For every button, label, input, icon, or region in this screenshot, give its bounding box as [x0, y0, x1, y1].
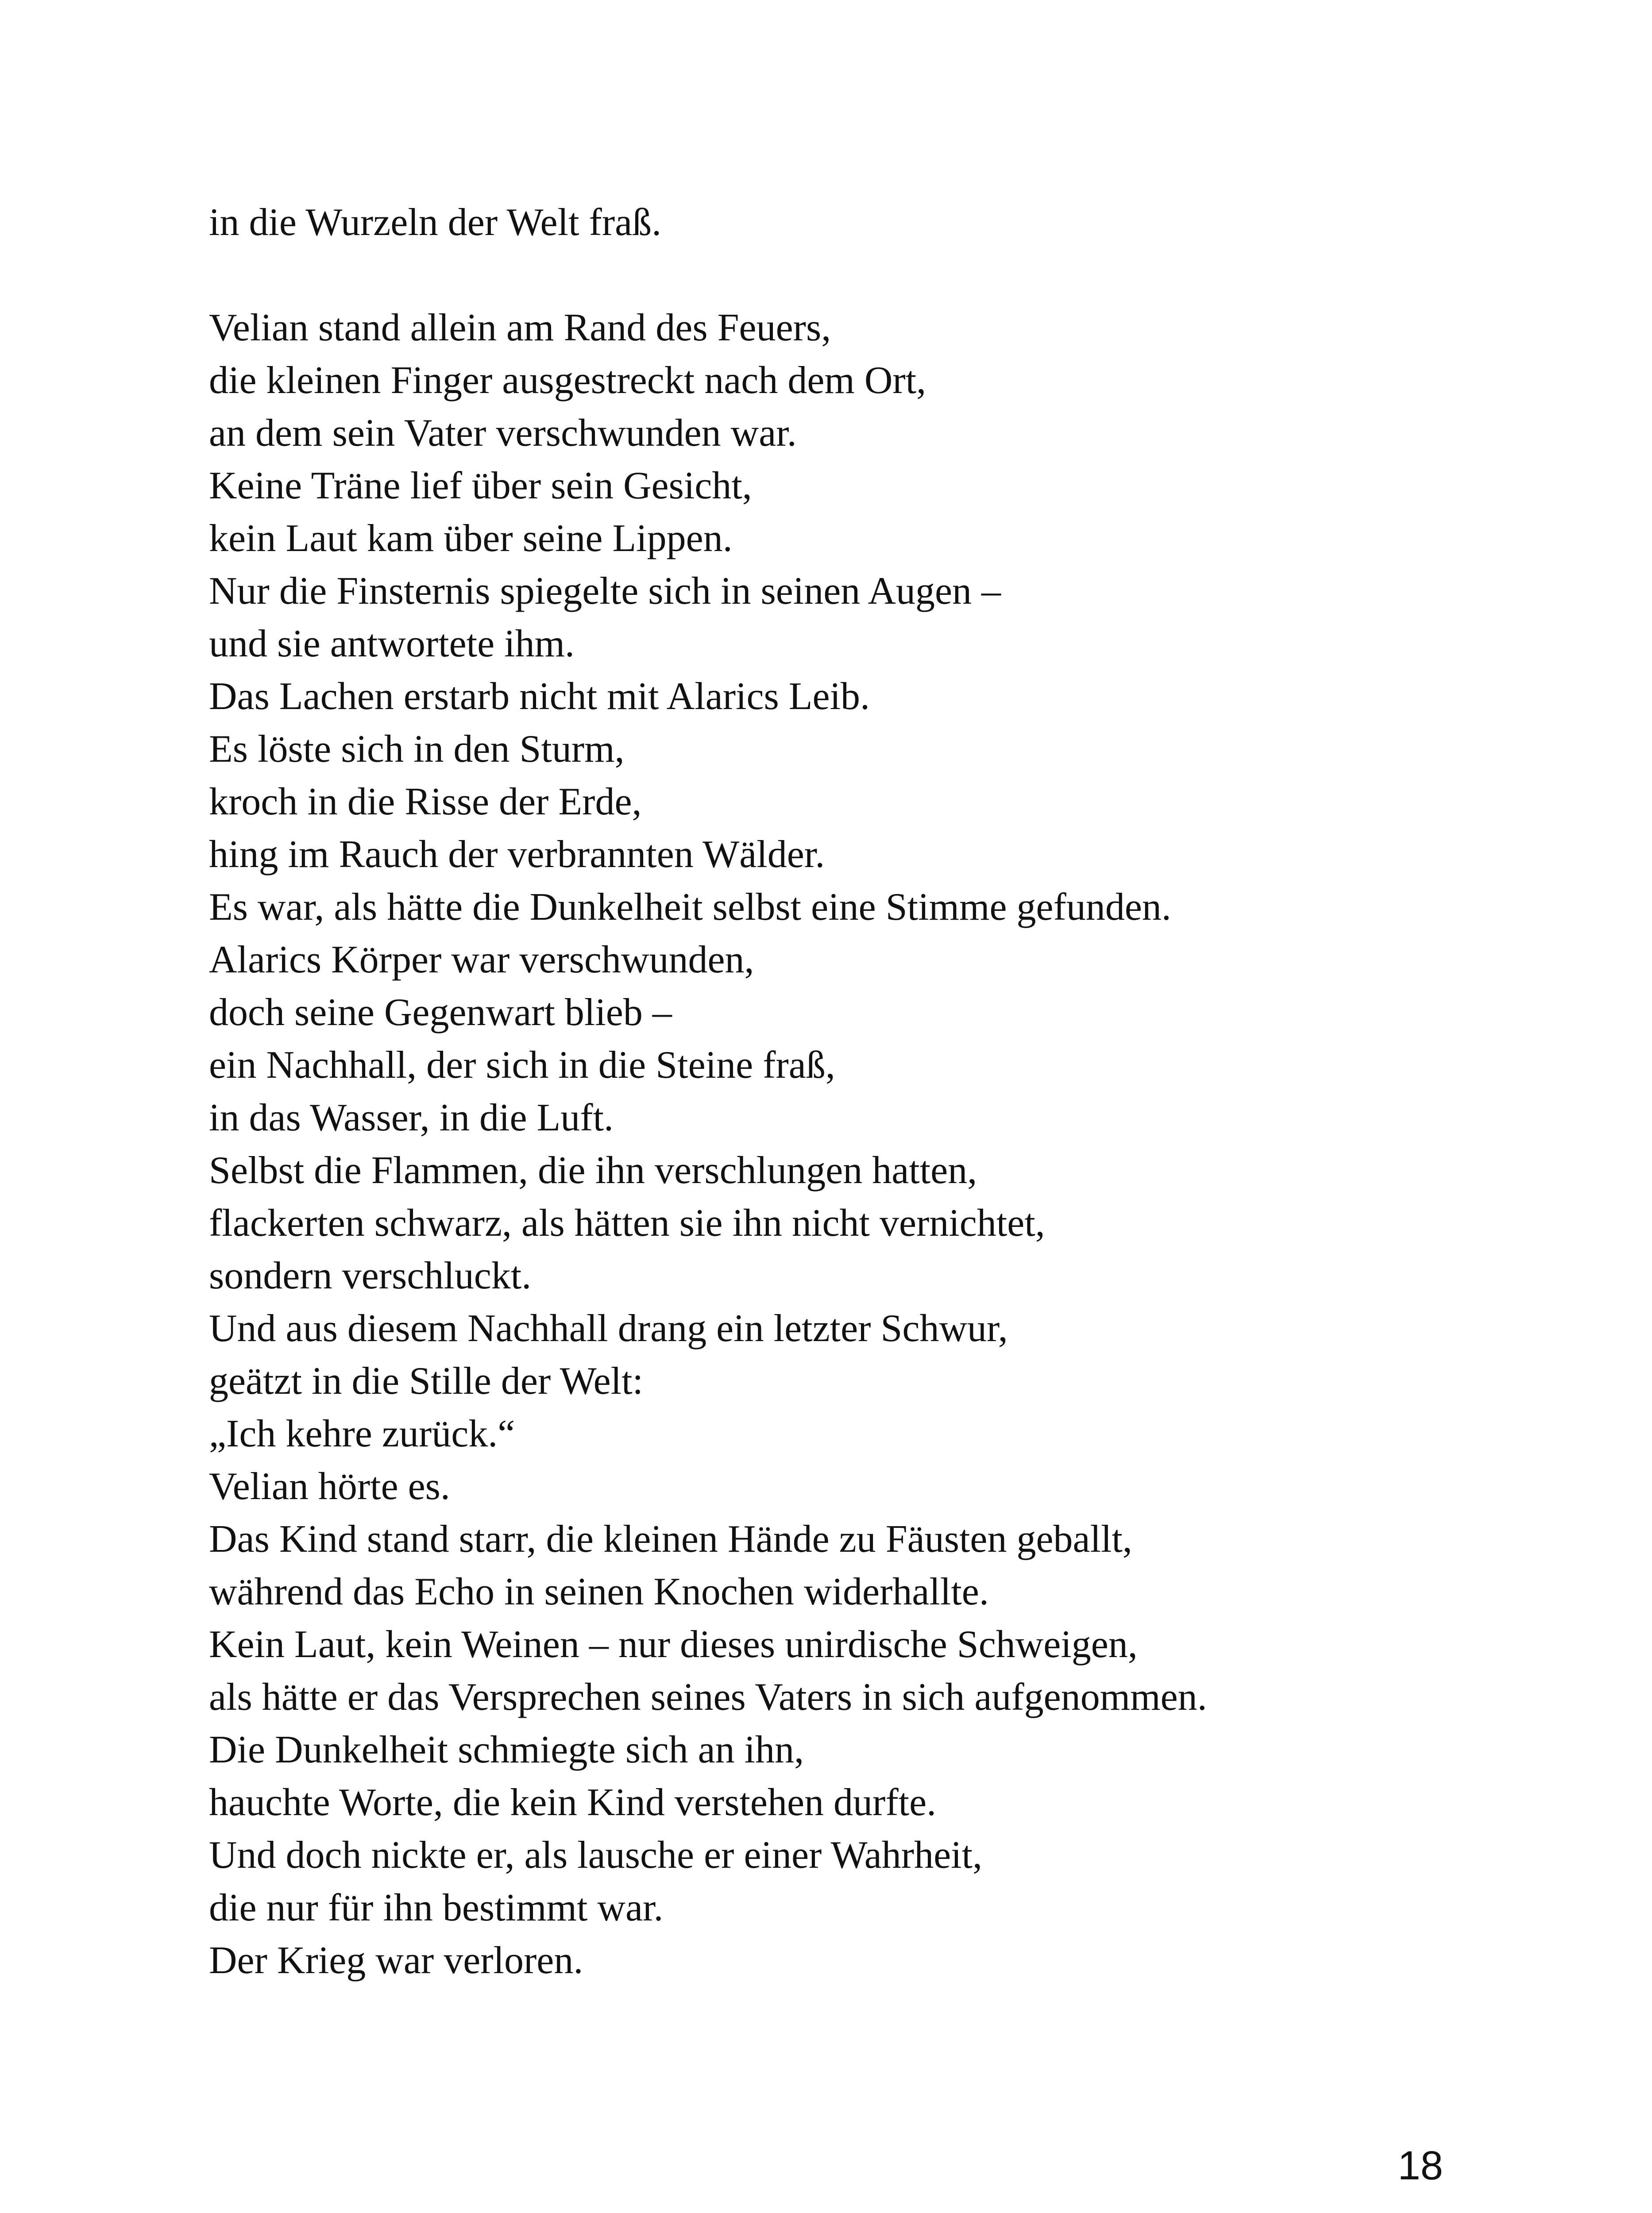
- text-line: Velian stand allein am Rand des Feuers,: [209, 306, 831, 349]
- text-line: während das Echo in seinen Knochen widerhallte.: [209, 1570, 989, 1613]
- text-line: „Ich kehre zurück.“: [209, 1412, 515, 1455]
- text-line: in das Wasser, in die Luft.: [209, 1096, 614, 1139]
- text-line: Die Dunkelheit schmiegte sich an ihn,: [209, 1728, 804, 1771]
- text-line: geätzt in die Stille der Welt:: [209, 1360, 644, 1403]
- text-line: Keine Träne lief über sein Gesicht,: [209, 464, 752, 507]
- text-line: doch seine Gegenwart blieb –: [209, 991, 672, 1034]
- text-line: an dem sein Vater verschwunden war.: [209, 412, 797, 455]
- text-line: Und aus diesem Nachhall drang ein letzter Schwur,: [209, 1307, 1008, 1350]
- text-line: Velian hörte es.: [209, 1465, 450, 1508]
- text-line: Es löste sich in den Sturm,: [209, 728, 625, 771]
- body-text: [209, 196, 1537, 1987]
- text-line: flackerten schwarz, als hätten sie ihn nicht vernichtet,: [209, 1202, 1045, 1245]
- text-line: kroch in die Risse der Erde,: [209, 780, 642, 823]
- text-line: in die Wurzeln der Welt fraß.: [209, 201, 662, 244]
- text-line: Alarics Körper war verschwunden,: [209, 938, 754, 981]
- text-line: Der Krieg war verloren.: [209, 1939, 583, 1982]
- text-line: Und doch nickte er, als lausche er einer Wahrheit,: [209, 1834, 983, 1877]
- text-line: Das Kind stand starr, die kleinen Hände zu Fäusten geballt,: [209, 1518, 1132, 1561]
- stanza-break: [209, 249, 1537, 301]
- text-line: hing im Rauch der verbrannten Wälder.: [209, 833, 825, 876]
- page-number: 18: [1397, 2143, 1443, 2188]
- text-line: Das Lachen erstarb nicht mit Alarics Leib.: [209, 675, 870, 718]
- text-line: Kein Laut, kein Weinen – nur dieses unirdische Schweigen,: [209, 1623, 1138, 1666]
- text-line: die nur für ihn bestimmt war.: [209, 1886, 664, 1929]
- text-line: hauchte Worte, die kein Kind verstehen durfte.: [209, 1781, 937, 1824]
- text-line: und sie antwortete ihm.: [209, 622, 575, 665]
- text-line: sondern verschluckt.: [209, 1254, 532, 1297]
- text-line: Selbst die Flammen, die ihn verschlungen hatten,: [209, 1149, 977, 1192]
- text-line: kein Laut kam über seine Lippen.: [209, 517, 733, 560]
- text-line: Nur die Finsternis spiegelte sich in seinen Augen –: [209, 570, 1001, 613]
- text-line: die kleinen Finger ausgestreckt nach dem Ort,: [209, 359, 926, 402]
- text-line: als hätte er das Versprechen seines Vaters in sich aufgenommen.: [209, 1676, 1207, 1719]
- text-line: Es war, als hätte die Dunkelheit selbst eine Stimme gefunden.: [209, 886, 1171, 929]
- text-line: ein Nachhall, der sich in die Steine fraß,: [209, 1044, 835, 1087]
